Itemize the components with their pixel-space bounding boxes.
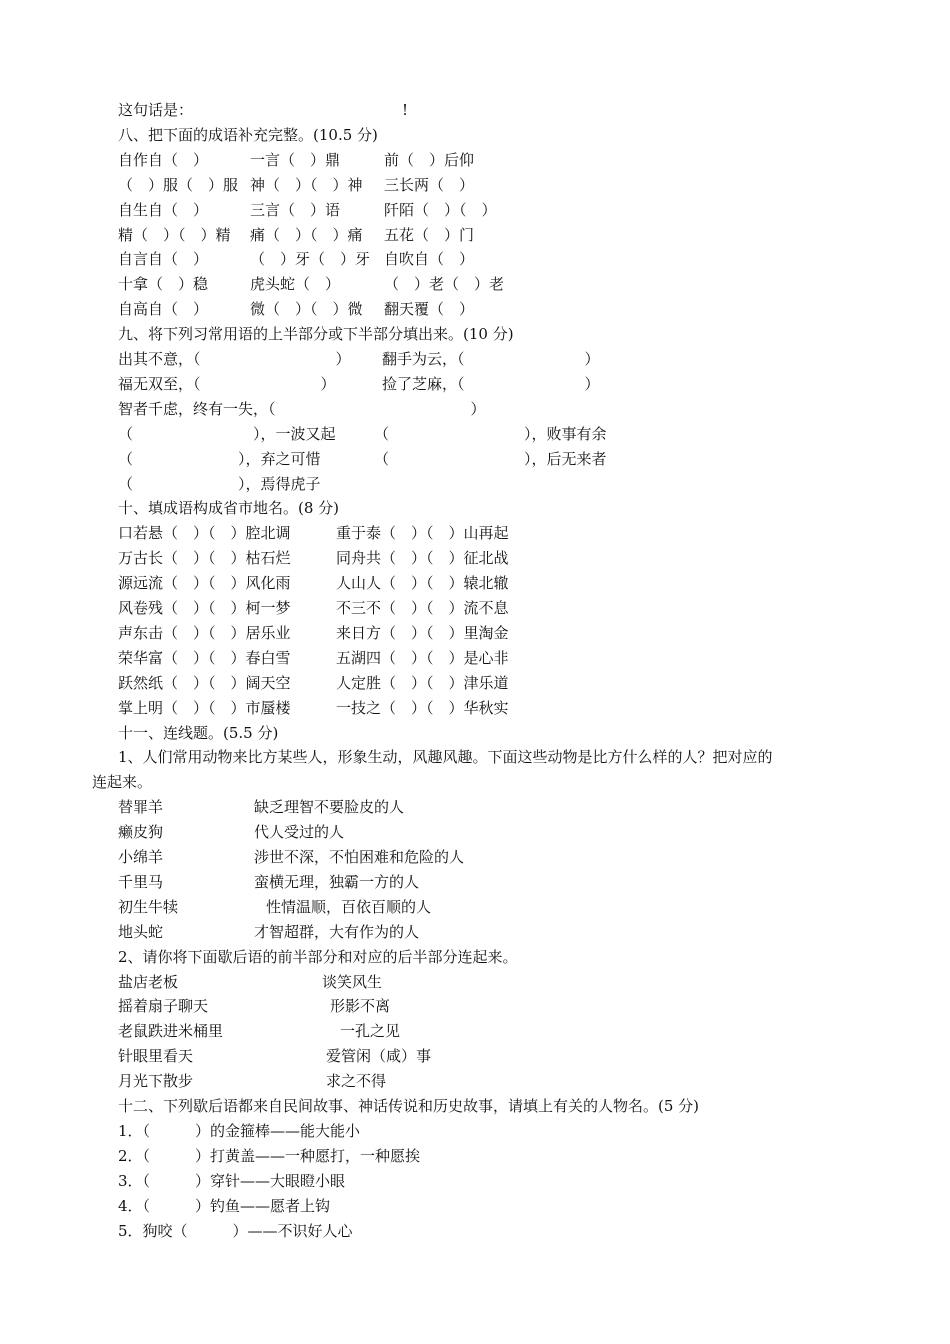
idiom-item: 微（ ）（ ）微 — [250, 300, 363, 319]
saying-first-half: 盐店老板 — [118, 972, 179, 991]
section-title: 十、填成语构成省市地名。(8 分) — [118, 499, 340, 518]
saying-second-half: 谈笑风生 — [322, 972, 383, 991]
idiom-item: 三长两（ ） — [384, 175, 475, 194]
phrase-item: （ ），败事有余 — [374, 424, 607, 443]
idiom-item: （ ）服（ ）服 — [118, 175, 239, 194]
idiom-item: （ ）老（ ）老 — [384, 275, 505, 294]
idiom-item: 五花（ ）门 — [384, 225, 475, 244]
saying-item: 5．狗咬（ ）——不识好人心 — [118, 1221, 353, 1240]
saying-first-half: 月光下散步 — [118, 1072, 194, 1091]
phrase-item: 智者千虑，终有一失，（ ） — [118, 399, 486, 418]
place-idiom-item: 跃然纸（ ）（ ）阔天空 — [118, 673, 291, 692]
phrase-item: 捡了芝麻，（ ） — [382, 374, 600, 393]
phrase-item: （ ），焉得虎子 — [118, 474, 321, 493]
question-text: 2、请你将下面歇后语的前半部分和对应的后半部分连起来。 — [118, 947, 518, 966]
place-idiom-item: 五湖四（ ）（ ）是心非 — [336, 648, 509, 667]
idiom-item: 痛（ ）（ ）痛 — [250, 225, 363, 244]
place-idiom-item: 一技之（ ）（ ）华秋实 — [336, 698, 509, 717]
idiom-item: 十拿（ ）稳 — [118, 275, 209, 294]
place-idiom-item: 人定胜（ ）（ ）津乐道 — [336, 673, 509, 692]
place-idiom-item: 风卷残（ ）（ ）柯一梦 — [118, 599, 291, 617]
idiom-item: 翻天覆（ ） — [384, 300, 475, 319]
idiom-item: 自高自（ ） — [118, 300, 209, 319]
idiom-item: 阡陌（ ）（ ） — [384, 200, 497, 219]
place-idiom-item: 重于泰（ ）（ ）山再起 — [336, 524, 509, 543]
idiom-item: 自生自（ ） — [118, 200, 209, 219]
place-idiom-item: 荣华富（ ）（ ）春白雪 — [118, 648, 291, 667]
phrase-item: （ ），后无来者 — [374, 449, 607, 468]
section-title: 八、把下面的成语补充完整。(10.5 分) — [118, 125, 378, 144]
saying-item: 2．（ ）打黄盖——一种愿打，一种愿挨 — [118, 1146, 421, 1165]
idiom-item: 自作自（ ） — [118, 150, 209, 169]
place-idiom-item: 声东击（ ）（ ）居乐业 — [118, 623, 291, 642]
idiom-item: 自言自（ ） — [118, 250, 209, 269]
saying-second-half: 一孔之见 — [340, 1022, 401, 1041]
saying-item: 4．（ ）钓鱼——愿者上钩 — [118, 1196, 331, 1215]
place-idiom-item: 同舟共（ ）（ ）征北战 — [336, 549, 509, 568]
person-description: 涉世不深，不怕困难和危险的人 — [254, 848, 465, 866]
sentence-label: 这句话是： — [118, 101, 194, 119]
phrase-item: 翻手为云，（ ） — [382, 350, 600, 368]
person-description: 蛮横无理，独霸一方的人 — [254, 872, 420, 891]
section-title: 十一、连线题。(5.5 分) — [118, 723, 279, 742]
animal-term: 替罪羊 — [118, 798, 164, 817]
saying-second-half: 爱管闲（咸）事 — [326, 1047, 432, 1066]
animal-term: 地头蛇 — [118, 922, 164, 941]
idiom-item: 神（ ）（ ）神 — [250, 175, 363, 194]
place-idiom-item: 来日方（ ）（ ）里淘金 — [336, 623, 509, 642]
phrase-item: （ ），弃之可惜 — [118, 449, 321, 468]
place-idiom-item: 万古长（ ）（ ）枯石烂 — [118, 549, 291, 568]
place-idiom-item: 人山人（ ）（ ）辕北辙 — [336, 574, 509, 593]
person-description: 缺乏理智不要脸皮的人 — [254, 798, 405, 817]
idiom-item: 精（ ）（ ）精 — [118, 225, 231, 244]
animal-term: 小绵羊 — [118, 848, 164, 866]
idiom-item: （ ）牙（ ）牙 — [250, 250, 371, 269]
question-text: 连起来。 — [92, 773, 153, 792]
idiom-item: 前（ ）后仰 — [384, 150, 475, 169]
saying-first-half: 摇着扇子聊天 — [118, 997, 209, 1016]
place-idiom-item: 掌上明（ ）（ ）市蜃楼 — [118, 698, 291, 717]
phrase-item: （ ），一波又起 — [118, 424, 336, 443]
saying-second-half: 求之不得 — [326, 1072, 387, 1091]
phrase-item: 出其不意，（ ） — [118, 350, 351, 368]
idiom-item: 三言（ ）语 — [250, 200, 341, 219]
person-description: 性情温顺，百依百顺的人 — [266, 897, 432, 916]
animal-term: 癞皮狗 — [118, 823, 164, 842]
saying-item: 3．（ ）穿针——大眼瞪小眼 — [118, 1171, 346, 1190]
place-idiom-item: 不三不（ ）（ ）流不息 — [336, 599, 509, 617]
section-title: 九、将下列习常用语的上半部分或下半部分填出来。(10 分) — [118, 325, 514, 344]
section-title: 十二、下列歇后语都来自民间故事、神话传说和历史故事，请填上有关的人物名。(5 分) — [118, 1097, 700, 1115]
animal-term: 初生牛犊 — [118, 897, 179, 916]
saying-first-half: 针眼里看天 — [118, 1047, 194, 1066]
saying-item: 1．（ ）的金箍棒——能大能小 — [118, 1121, 361, 1140]
animal-term: 千里马 — [118, 872, 164, 891]
place-idiom-item: 口若悬（ ）（ ）腔北调 — [118, 524, 291, 543]
idiom-item: 一言（ ）鼎 — [250, 150, 341, 169]
person-description: 代人受过的人 — [254, 823, 345, 842]
place-idiom-item: 源远流（ ）（ ）风化雨 — [118, 574, 291, 593]
saying-first-half: 老鼠跌进米桶里 — [118, 1022, 224, 1041]
phrase-item: 福无双至，（ ） — [118, 374, 336, 393]
question-text: 1、人们常用动物来比方某些人，形象生动，风趣风趣。下面这些动物是比方什么样的人？把对应的 — [118, 748, 773, 767]
person-description: 才智超群，大有作为的人 — [254, 922, 420, 941]
saying-second-half: 形影不离 — [330, 997, 391, 1016]
idiom-item: 自吹自（ ） — [384, 250, 475, 269]
sentence-end-mark: ! — [402, 101, 409, 119]
idiom-item: 虎头蛇（ ） — [250, 275, 341, 294]
